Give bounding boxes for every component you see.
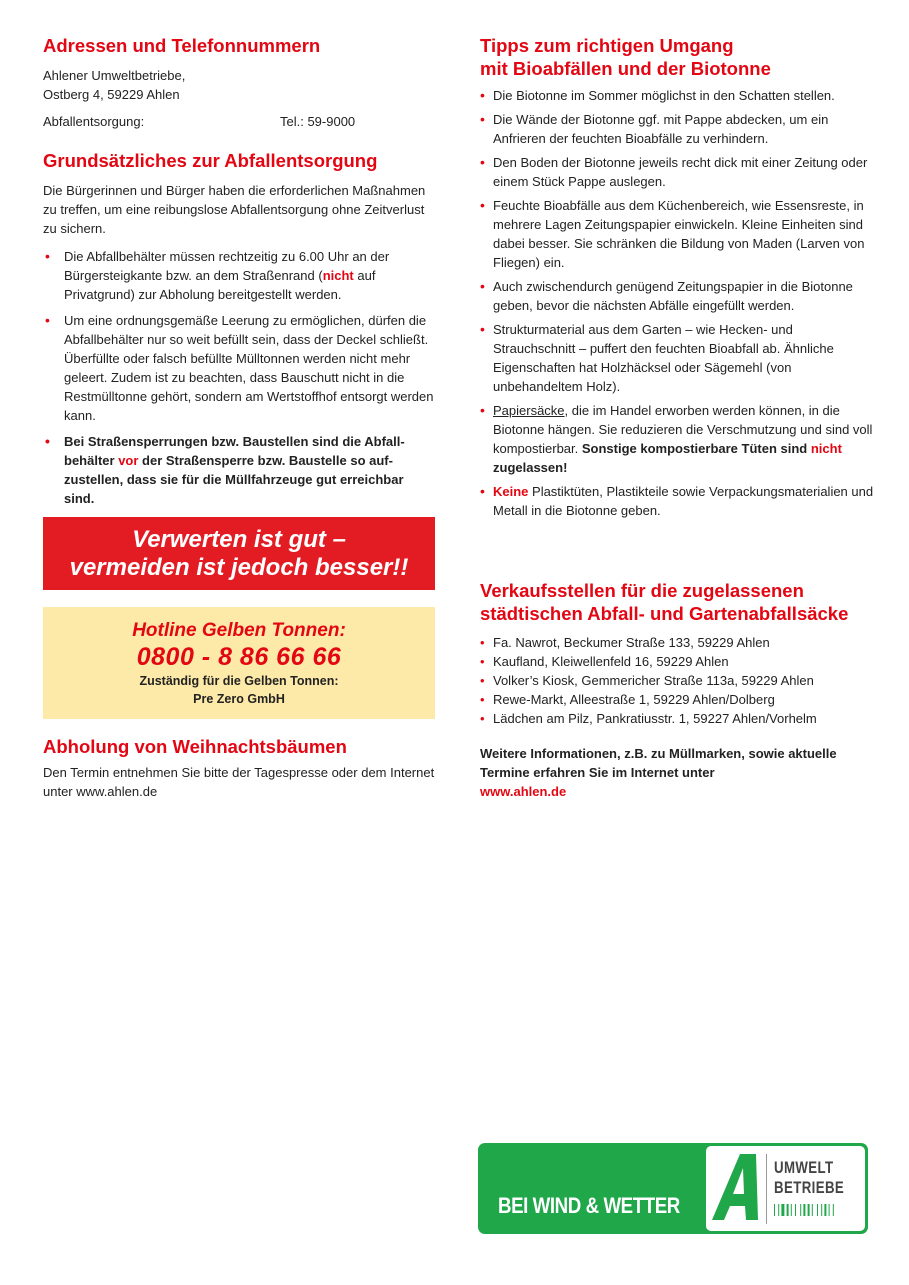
service-tel: Tel.: 59-9000 xyxy=(280,114,356,129)
stores-title: Verkaufsstellen für die zugelassenen städtischen Abfall- und Gartenabfallsäcke xyxy=(480,580,849,624)
service-label: Abfallentsorgung: xyxy=(43,114,145,129)
hotline-company: Pre Zero GmbH xyxy=(193,692,285,706)
list-item: • Auch zwischendurch genügend Zeitungspapier in die Biotonne geben, bevor die nächsten Abfälle eingefüllt werden. xyxy=(480,277,875,315)
emphasis-red: vor xyxy=(118,453,139,468)
slogan-banner xyxy=(43,517,435,590)
list-item: • Keine Plastiktüten, Plastikteile sowie Verpackungsmaterialien und Metall in die Biotonne geben. xyxy=(480,482,875,520)
logo-word-1: UMWELT xyxy=(774,1158,834,1177)
banner-line-2: vermeiden ist jedoch besser!! xyxy=(69,554,409,581)
address-line-1: Ahlener Umweltbetriebe, xyxy=(43,68,186,83)
store-item: • Volker’s Kiosk, Gemmericher Straße 113a, 59229 Ahlen xyxy=(480,671,875,690)
logo-slogan: BEI WIND & WETTER xyxy=(498,1193,680,1218)
hotline-resp: Zuständig für die Gelben Tonnen: xyxy=(139,674,339,688)
address-title: Adressen und Telefonnummern xyxy=(43,35,321,56)
list-item: • Den Boden der Biotonne jeweils recht dick mit einer Zeitung oder einem Stück Pappe auslegen. xyxy=(480,153,875,191)
logo-word-2: BETRIEBE xyxy=(774,1178,845,1197)
banner-line-1: Verwerten ist gut – xyxy=(132,526,346,553)
emphasis-red: nicht xyxy=(810,441,842,456)
basics-intro: Die Bürgerinnen und Bürger haben die erforderlichen Maßnahmen zu treffen, um eine reibungslose Abfallentsorgung ohne Zeitverlust zu sichern. xyxy=(43,183,426,236)
list-item: • Feuchte Bioabfälle aus dem Küchenbereich, wie Essensreste, in mehrere Lagen Zeitungspapier einwickeln. Kleine Einheiten sind dabei besser. Sie schränken die Bildung von Maden (Larven von Fliegen) ein. xyxy=(480,196,875,272)
logo-divider xyxy=(766,1154,767,1224)
barcode-icon xyxy=(774,1204,854,1216)
basics-list xyxy=(43,247,435,508)
store-item: • Rewe-Markt, Alleestraße 1, 59229 Ahlen/Dolberg xyxy=(480,690,875,709)
website-link[interactable]: www.ahlen.de xyxy=(480,784,567,799)
hotline-box xyxy=(43,607,435,719)
stores-list xyxy=(480,633,875,728)
hotline-number: 0800 - 8 86 66 66 xyxy=(136,643,342,671)
logo-panel xyxy=(706,1146,865,1231)
tips-title: Tipps zum richtigen Umgang mit Bioabfällen und der Biotonne xyxy=(480,35,771,79)
basics-title: Grundsätzliches zur Abfallentsorgung xyxy=(43,150,378,171)
address-line-2: Ostberg 4, 59229 Ahlen xyxy=(43,87,180,102)
list-item: • Die Wände der Biotonne ggf. mit Pappe abdecken, um ein Anfrieren der feuchten Bioabfälle zu verhindern. xyxy=(480,110,875,148)
umweltbetriebe-logo xyxy=(478,1143,868,1234)
store-item: • Lädchen am Pilz, Pankratiusstr. 1, 59227 Ahlen/Vorhelm xyxy=(480,709,875,728)
list-item: • Papiersäcke, die im Handel erworben werden können, in die Biotonne hängen. Sie reduzieren die Verschmutzung und sind voll kompostierbar. Sonstige kompostierbare Tüten sind nicht zugelassen! xyxy=(480,401,875,477)
logo-a-icon xyxy=(706,1146,766,1231)
trees-text: Den Termin entnehmen Sie bitte der Tagespresse oder dem Internet unter www.ahlen.de xyxy=(43,765,435,799)
list-item: • Bei Straßensperrungen bzw. Baustellen sind die Abfallbehälter vor der Straßensperre bzw. Baustelle so aufzustellen, dass sie für die Müllfahrzeuge gut erreichbar sind. xyxy=(43,432,435,508)
list-item: • Die Abfallbehälter müssen rechtzeitig zu 6.00 Uhr an der Bürgersteigkante bzw. an dem Straßenrand (nicht auf Privatgrund) zur Abholung bereitgestellt werden. xyxy=(43,247,435,304)
list-item: • Die Biotonne im Sommer möglichst in den Schatten stellen. xyxy=(480,86,875,105)
emphasis-red: nicht xyxy=(322,268,354,283)
hotline-title: Hotline Gelben Tonnen: xyxy=(132,620,346,641)
left-column xyxy=(43,34,435,801)
store-item: • Kaufland, Kleiwellenfeld 16, 59229 Ahlen xyxy=(480,652,875,671)
trees-title: Abholung von Weihnachtsbäumen xyxy=(43,736,347,757)
tips-list xyxy=(480,86,875,520)
service-phone-row xyxy=(43,112,435,131)
store-item: • Fa. Nawrot, Beckumer Straße 133, 59229 Ahlen xyxy=(480,633,875,652)
list-item: • Strukturmaterial aus dem Garten – wie Hecken- und Strauchschnitt – puffert den feuchten Bioabfall ab. Ähnliche Eigenschaften hat Holzhäcksel oder Sägemehl (von unbehandeltem Holz). xyxy=(480,320,875,396)
list-item: • Um eine ordnungsgemäße Leerung zu ermöglichen, dürfen die Abfallbehälter nur so weit befüllt sein, dass der Deckel schließt. Überfüllte oder falsch befüllte Mülltonnen werden nicht mehr geleert. Zudem ist zu beachten, dass Bauschutt nicht in die Restmülltonne gehört, sondern am Wertstoffhof entsorgt werden kann. xyxy=(43,311,435,425)
right-column xyxy=(480,34,875,801)
emphasis-red: Keine xyxy=(493,484,529,499)
more-info: Weitere Informationen, z.B. zu Müllmarken, sowie aktuelle Termine erfahren Sie im Internet unter www.ahlen.de xyxy=(480,746,837,799)
